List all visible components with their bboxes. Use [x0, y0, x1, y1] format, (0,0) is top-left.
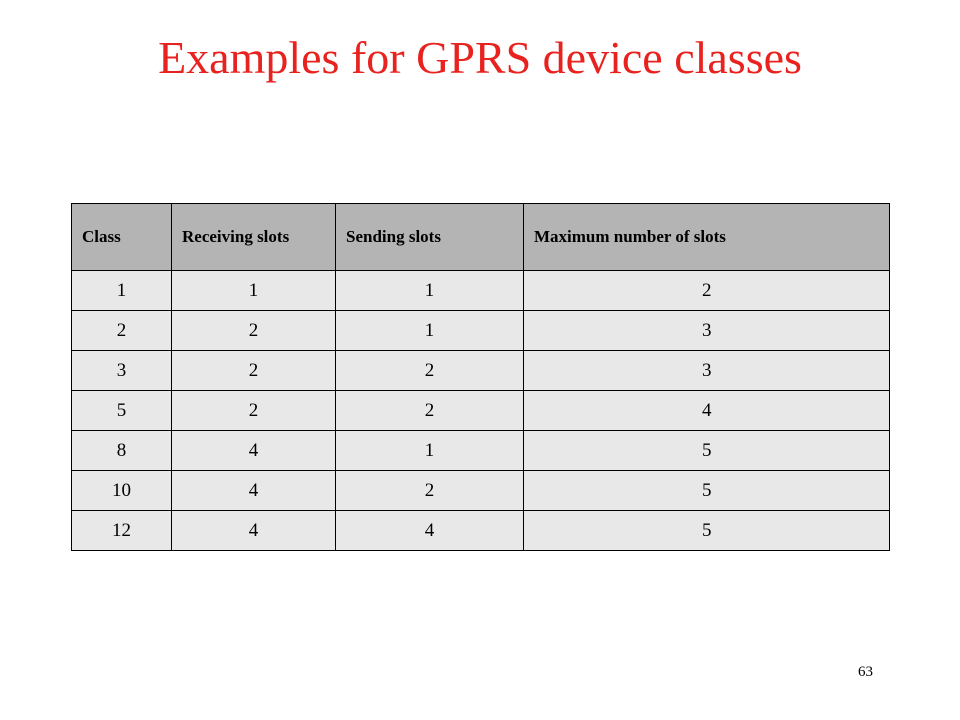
slide-title: Examples for GPRS device classes [158, 32, 802, 83]
table-row [72, 511, 890, 551]
cell-receiving: 4 [172, 511, 336, 551]
cell-sending: 2 [336, 471, 524, 511]
table-row [72, 391, 890, 431]
cell-class: 10 [72, 471, 172, 511]
cell-maximum: 3 [524, 311, 890, 351]
table-row [72, 271, 890, 311]
gprs-device-class-table [71, 203, 890, 551]
cell-maximum: 2 [524, 271, 890, 311]
cell-receiving: 4 [172, 471, 336, 511]
cell-sending: 1 [336, 431, 524, 471]
cell-sending: 2 [336, 351, 524, 391]
table-row [72, 471, 890, 511]
cell-receiving: 1 [172, 271, 336, 311]
table-row [72, 351, 890, 391]
cell-maximum: 5 [524, 511, 890, 551]
cell-class: 5 [72, 391, 172, 431]
cell-receiving: 2 [172, 311, 336, 351]
cell-receiving: 2 [172, 391, 336, 431]
cell-sending: 2 [336, 391, 524, 431]
cell-class: 12 [72, 511, 172, 551]
cell-maximum: 5 [524, 431, 890, 471]
cell-sending: 1 [336, 311, 524, 351]
header-class: Class [72, 204, 172, 271]
cell-maximum: 3 [524, 351, 890, 391]
cell-class: 8 [72, 431, 172, 471]
slide-page-number: 63 [858, 664, 873, 680]
cell-class: 3 [72, 351, 172, 391]
cell-sending: 4 [336, 511, 524, 551]
cell-sending: 1 [336, 271, 524, 311]
header-sending-slots: Sending slots [336, 204, 524, 271]
table-header-row [72, 204, 890, 271]
cell-maximum: 4 [524, 391, 890, 431]
cell-maximum: 5 [524, 471, 890, 511]
table-row [72, 311, 890, 351]
table-row [72, 431, 890, 471]
header-receiving-slots: Receiving slots [172, 204, 336, 271]
cell-class: 1 [72, 271, 172, 311]
cell-class: 2 [72, 311, 172, 351]
cell-receiving: 4 [172, 431, 336, 471]
header-maximum-slots: Maximum number of slots [524, 204, 890, 271]
cell-receiving: 2 [172, 351, 336, 391]
